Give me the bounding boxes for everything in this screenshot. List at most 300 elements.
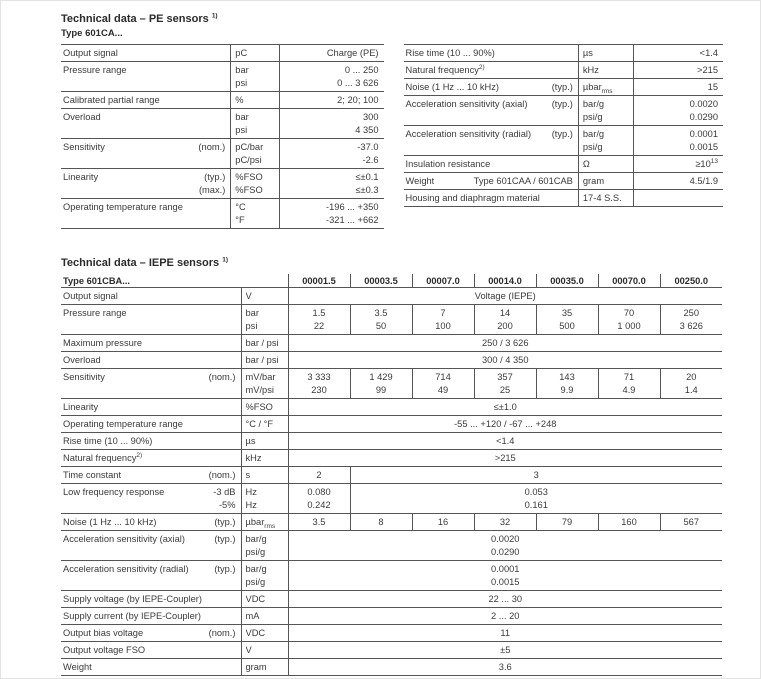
row-label-cell (404, 62, 579, 79)
row-label: Calibrated partial range (63, 94, 160, 105)
cell-line: 250 / 3 626 (481, 337, 529, 348)
row-qualifier: (typ.) (551, 81, 573, 92)
row-unit-cell (241, 591, 288, 608)
row-label-cell (61, 642, 241, 659)
row-unit-cell (241, 484, 288, 514)
cell-line: 0.242 (307, 499, 331, 510)
cell-line: 357 (497, 371, 513, 382)
row-label-cell (61, 305, 241, 335)
models-header-row (61, 274, 722, 288)
value-cell (660, 305, 722, 335)
cell-line: 0.0015 (491, 576, 520, 587)
row-label-cell (61, 659, 241, 676)
footnote-ref-1: 1) (222, 256, 228, 264)
value-cell-span (288, 625, 722, 642)
value-cell (412, 305, 474, 335)
cell-line: µs (245, 435, 256, 446)
cell-line: °F (235, 214, 245, 225)
cell-line: kHz (245, 452, 262, 463)
value-cell-span (288, 561, 722, 591)
row-unit-cell (241, 416, 288, 433)
value-cell-span (288, 335, 722, 352)
pe-spec-table-right (404, 44, 724, 207)
spec-row (61, 467, 722, 484)
pe-section-title-text: Technical data – PE sensors (61, 13, 209, 25)
cell-line: 2 ... 20 (491, 610, 520, 621)
cell-line: psi (245, 320, 258, 331)
cell-line: bar/g (582, 98, 605, 109)
cell-line: 2 (316, 469, 322, 480)
row-unit-cell (231, 139, 280, 169)
row-label-cell (61, 139, 231, 169)
cell-line: 3 626 (679, 320, 703, 331)
value-cell-span (288, 659, 722, 676)
cell-line: 143 (559, 371, 575, 382)
cell-line: 3.5 (312, 516, 326, 527)
cell-line: -55 ... +120 / -67 ... +248 (454, 418, 557, 429)
row-label: Maximum pressure (63, 337, 143, 348)
cell-line: 9.9 (560, 384, 574, 395)
footnote-ref-2: 2) (478, 63, 485, 71)
label-line (61, 371, 241, 384)
row-unit-cell (578, 156, 633, 173)
cell-line: 70 (623, 307, 635, 318)
row-label-cell (61, 625, 241, 642)
row-label-cell (404, 45, 579, 62)
row-value-cell (280, 139, 384, 169)
cell-line: 8 (378, 516, 384, 527)
value-cell (474, 369, 536, 399)
cell-line: mA (245, 610, 260, 621)
row-label-cell (404, 96, 579, 126)
label-line (404, 158, 578, 171)
cell-line: mV/psi (245, 384, 274, 395)
label-line (61, 307, 241, 320)
row-label-cell (61, 169, 231, 199)
spec-row (61, 659, 722, 676)
row-label: Rise time (10 ... 90%) (405, 47, 495, 58)
pe-sensors-section (61, 12, 723, 229)
cell-line: VDC (245, 593, 266, 604)
row-unit-cell (241, 467, 288, 484)
cell-line: $\ge 10^{13}$ (695, 157, 718, 169)
row-label: Acceleration sensitivity (axial) (405, 98, 528, 109)
spec-row (61, 450, 722, 467)
value-cell-span (350, 484, 722, 514)
value-cell (288, 369, 350, 399)
row-value-cell (633, 45, 723, 62)
cell-line: bar/g (245, 533, 267, 544)
label-line (61, 418, 241, 431)
spec-row (404, 45, 724, 62)
row-label: Linearity (63, 171, 99, 182)
row-qualifier: (typ.) (214, 533, 236, 544)
label-line (61, 290, 241, 303)
cell-line: 1.4 (684, 384, 698, 395)
spec-row (61, 139, 384, 169)
label-line (61, 469, 241, 482)
iepe-table-body (61, 274, 722, 676)
row-unit-cell (241, 305, 288, 335)
row-label: Low frequency response (63, 486, 165, 497)
spec-row (61, 305, 722, 335)
row-label-cell (61, 92, 231, 109)
cell-line: 1.5 (312, 307, 326, 318)
cell-line: %FSO (245, 401, 273, 412)
row-unit-cell (231, 62, 280, 92)
row-label: Insulation resistance (405, 158, 491, 169)
label-line (61, 111, 230, 124)
row-qualifier: (max.) (198, 184, 226, 195)
label-line (61, 486, 241, 499)
label-line (404, 175, 578, 188)
cell-line: 250 (683, 307, 699, 318)
cell-line: 2; 20; 100 (337, 94, 379, 105)
row-unit-cell (241, 531, 288, 561)
cell-line: 0.053 (524, 486, 548, 497)
label-line (61, 627, 241, 640)
cell-line: mV/bar (245, 371, 276, 382)
row-unit-cell (241, 433, 288, 450)
value-cell-span (288, 433, 722, 450)
row-unit-cell (241, 659, 288, 676)
row-qualifier: (nom.) (208, 371, 236, 382)
cell-line: gram (582, 175, 605, 186)
model-column-header: 00007.0 (412, 274, 474, 288)
cell-line: Voltage (IEPE) (474, 290, 536, 301)
spec-row (61, 288, 722, 305)
label-line (404, 192, 578, 205)
spec-row (61, 199, 384, 229)
label-line (61, 141, 230, 154)
spec-row (61, 642, 722, 659)
cell-line: psi/g (245, 546, 266, 557)
value-cell (660, 514, 722, 531)
label-line (61, 452, 241, 465)
row-label-cell (61, 591, 241, 608)
spec-row (61, 109, 384, 139)
spec-row (404, 96, 724, 126)
cell-line: µbar$_{rms}$ (245, 516, 276, 529)
cell-line: V (245, 644, 252, 655)
cell-line: 32 (499, 516, 511, 527)
value-cell-span (288, 399, 722, 416)
label-line (61, 644, 241, 657)
iepe-section-title (61, 256, 723, 270)
row-unit-cell (578, 45, 633, 62)
cell-line: °C (235, 201, 246, 212)
value-cell (288, 514, 350, 531)
cell-line: 20 (686, 371, 697, 382)
pe-type-subtitle: Type 601CA... (61, 28, 123, 39)
row-label: Acceleration sensitivity (radial) (405, 128, 532, 139)
row-qualifier: Type 601CAA / 601CAB (473, 175, 573, 186)
cell-line: 3.5 (374, 307, 388, 318)
model-column-header: 00250.0 (660, 274, 722, 288)
value-cell-span (288, 608, 722, 625)
model-column-header: 00001.5 (288, 274, 350, 288)
row-qualifier: -3 dB (213, 486, 236, 497)
row-label: Output signal (63, 47, 118, 58)
row-unit-cell (231, 92, 280, 109)
spec-row (61, 433, 722, 450)
row-unit-cell (241, 335, 288, 352)
row-label: Output signal (63, 290, 118, 301)
value-cell-span (288, 642, 722, 659)
cell-line: -37.0 (357, 141, 379, 152)
value-cell (350, 369, 412, 399)
spec-row (404, 173, 724, 190)
value-cell-span (350, 467, 722, 484)
row-label: Rise time (10 ... 90%) (63, 435, 153, 446)
cell-line: 160 (621, 516, 637, 527)
spec-row (61, 561, 722, 591)
row-unit-cell (578, 96, 633, 126)
row-label: Weight (405, 175, 435, 186)
row-label-cell (61, 369, 241, 399)
row-value-cell (280, 169, 384, 199)
spec-row (61, 335, 722, 352)
spec-row (404, 62, 724, 79)
label-line (61, 47, 230, 60)
cell-line: 0 ... 250 (344, 64, 379, 75)
spec-row (61, 369, 722, 399)
label-line (61, 337, 241, 350)
row-label-cell (61, 531, 241, 561)
cell-line: ≤±0.3 (355, 184, 379, 195)
row-label-cell (61, 352, 241, 369)
pe-left-table-body (61, 45, 384, 229)
footnote-ref-1: 1) (211, 12, 218, 20)
cell-line: bar (245, 307, 259, 318)
row-label-cell (61, 514, 241, 531)
label-line (404, 98, 578, 111)
cell-line: bar / psi (245, 354, 279, 365)
cell-line: Hz (245, 486, 257, 497)
row-unit-cell (241, 288, 288, 305)
value-cell-span (288, 591, 722, 608)
row-label: Overload (63, 354, 101, 365)
row-unit-cell (231, 199, 280, 229)
label-line (404, 128, 578, 141)
row-label: Overload (63, 111, 101, 122)
row-unit-cell (578, 62, 633, 79)
spec-row (61, 352, 722, 369)
row-label: Weight (63, 661, 92, 672)
row-value-cell (633, 62, 723, 79)
row-unit-cell (241, 399, 288, 416)
value-cell (412, 514, 474, 531)
row-qualifier: (typ.) (214, 516, 236, 527)
label-line (404, 64, 578, 77)
value-cell-span (288, 450, 722, 467)
cell-line: 714 (435, 371, 451, 382)
cell-line: Hz (245, 499, 257, 510)
row-unit-cell (578, 126, 633, 156)
cell-line: psi/g (582, 111, 603, 122)
cell-line: ≤±1.0 (493, 401, 517, 412)
cell-line: 99 (375, 384, 387, 395)
row-unit-cell (241, 369, 288, 399)
row-label: Linearity (63, 401, 99, 412)
cell-line: 16 (437, 516, 449, 527)
cell-line: pC/bar (235, 141, 264, 152)
cell-line: 22 (313, 320, 325, 331)
cell-line: 11 (500, 627, 511, 638)
label-line (61, 64, 230, 77)
cell-line: bar/g (245, 563, 267, 574)
pe-spec-table-left (61, 44, 384, 229)
value-cell-span (288, 352, 722, 369)
row-label-cell (61, 62, 231, 92)
value-cell-first (288, 484, 350, 514)
label-line (61, 94, 230, 107)
cell-line: 3 (533, 469, 539, 480)
cell-line: 567 (683, 516, 699, 527)
label-line (404, 47, 578, 60)
spec-row (61, 531, 722, 561)
row-qualifier: (typ.) (204, 171, 226, 182)
row-unit-cell (241, 608, 288, 625)
row-unit-cell (241, 642, 288, 659)
row-label: Pressure range (63, 64, 127, 75)
row-qualifier: (nom.) (208, 627, 236, 638)
cell-line: psi/g (582, 141, 603, 152)
cell-line: %FSO (235, 171, 263, 182)
cell-line: 0.080 (307, 486, 331, 497)
cell-line: -321 ... +662 (326, 214, 379, 225)
iepe-spec-table (61, 274, 722, 676)
cell-line: ±5 (500, 644, 511, 655)
row-value-cell (633, 173, 723, 190)
value-cell-span (288, 416, 722, 433)
cell-line: <1.4 (699, 47, 718, 58)
row-unit-cell (241, 352, 288, 369)
pe-tables-row (61, 44, 723, 229)
cell-line: >215 (697, 64, 718, 75)
row-label-cell (61, 561, 241, 591)
row-unit-cell (578, 190, 633, 207)
cell-line: 17-4 S.S. (582, 192, 622, 203)
spec-row (404, 190, 724, 207)
model-column-header: 00014.0 (474, 274, 536, 288)
cell-line: 0.0020 (491, 533, 520, 544)
cell-line: bar (235, 64, 249, 75)
cell-line: 79 (561, 516, 573, 527)
spec-row (404, 79, 724, 96)
row-value-cell (633, 156, 723, 173)
label-line (61, 593, 241, 606)
value-cell (350, 514, 412, 531)
spec-row (404, 126, 724, 156)
cell-line: -2.6 (362, 154, 379, 165)
row-qualifier: -5% (218, 499, 236, 510)
label-line (61, 171, 230, 184)
label-line (61, 401, 241, 414)
row-label-cell (404, 190, 579, 207)
row-label: Output voltage FSO (63, 644, 146, 655)
cell-line: %FSO (235, 184, 263, 195)
cell-line: 15 (707, 81, 718, 92)
cell-line: 3 333 (307, 371, 331, 382)
model-column-header: 00070.0 (598, 274, 660, 288)
cell-line: 300 (362, 111, 379, 122)
value-cell (412, 369, 474, 399)
cell-line: 25 (499, 384, 511, 395)
iepe-sensors-section (61, 256, 723, 676)
row-label: Acceleration sensitivity (axial) (63, 533, 185, 544)
row-label: Noise (1 Hz ... 10 kHz) (405, 81, 500, 92)
cell-line: % (235, 94, 244, 105)
spec-row (61, 62, 384, 92)
row-qualifier: (typ.) (214, 563, 236, 574)
cell-line: µs (582, 47, 593, 58)
row-unit-cell (231, 45, 280, 62)
cell-line: 0.0290 (689, 111, 718, 122)
spec-row (61, 416, 722, 433)
cell-line: V (245, 290, 252, 301)
value-cell-span (288, 531, 722, 561)
spec-row (61, 399, 722, 416)
cell-line: s (245, 469, 251, 480)
model-column-header: 00003.5 (350, 274, 412, 288)
cell-line: 4.5/1.9 (689, 175, 718, 186)
row-value-cell (280, 92, 384, 109)
cell-line: 14 (499, 307, 511, 318)
row-label-cell (61, 416, 241, 433)
cell-line: gram (245, 661, 267, 672)
row-label-cell (61, 335, 241, 352)
cell-line: 71 (623, 371, 635, 382)
cell-line: 100 (435, 320, 451, 331)
cell-line: 49 (437, 384, 449, 395)
label-line (61, 563, 241, 576)
cell-line: 0.0001 (491, 563, 520, 574)
cell-line: 4 350 (355, 124, 379, 135)
cell-line: 4.9 (622, 384, 636, 395)
row-unit-cell (241, 450, 288, 467)
row-label-cell (61, 608, 241, 625)
cell-line: ≤±0.1 (355, 171, 379, 182)
cell-line: 1 429 (369, 371, 393, 382)
cell-line: <1.4 (496, 435, 515, 446)
cell-line: psi/g (245, 576, 266, 587)
row-label: Housing and diaphragm material (405, 192, 540, 203)
cell-line: psi (235, 77, 248, 88)
iepe-section-title-text: Technical data – IEPE sensors (61, 257, 220, 269)
cell-line: 1 000 (617, 320, 641, 331)
spec-row (61, 484, 722, 514)
cell-line: 22 ... 30 (488, 593, 523, 604)
row-value-cell (280, 199, 384, 229)
cell-line: -196 ... +350 (326, 201, 379, 212)
row-qualifier: (typ.) (551, 128, 573, 139)
value-cell (598, 369, 660, 399)
footnote-ref-2: 2) (136, 451, 143, 459)
value-cell (598, 305, 660, 335)
label-line (61, 661, 241, 674)
cell-line: psi (235, 124, 248, 135)
unit-subscript: rms (601, 87, 613, 94)
cell-line: 230 (311, 384, 327, 395)
cell-line: 0.0015 (689, 141, 718, 152)
row-label-cell (61, 467, 241, 484)
label-line (61, 499, 241, 512)
row-qualifier: (nom.) (198, 141, 226, 152)
spec-row (61, 591, 722, 608)
label-line (61, 184, 230, 197)
row-label-cell (61, 288, 241, 305)
